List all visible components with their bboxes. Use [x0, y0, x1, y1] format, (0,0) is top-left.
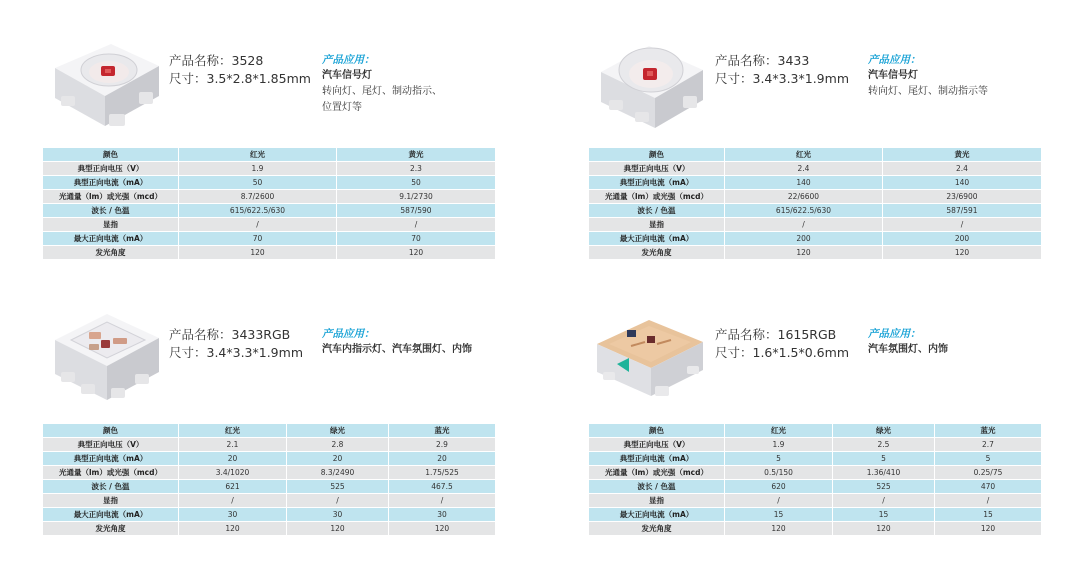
table-cell: / [833, 494, 935, 507]
table-cell: 20 [179, 452, 287, 465]
table-cell: 120 [337, 246, 495, 259]
table-cell: 200 [883, 232, 1041, 245]
table-cell: / [935, 494, 1041, 507]
table-cell: 9.1/2730 [337, 190, 495, 203]
row-label: 显指 [589, 494, 725, 507]
table-cell: 8.3/2490 [287, 466, 389, 479]
table-cell: 2.8 [287, 438, 389, 451]
row-label: 典型正向电压（V） [43, 162, 179, 175]
table-row [589, 508, 1041, 521]
row-label: 光通量（lm）或光强（mcd） [589, 190, 725, 203]
table-header-row [43, 424, 495, 437]
table-cell: 1.9 [179, 162, 337, 175]
table-cell: 140 [725, 176, 883, 189]
header-cell: 红光 [725, 148, 883, 161]
table-cell: 30 [287, 508, 389, 521]
row-label: 典型正向电压（V） [589, 438, 725, 451]
table-cell: 20 [287, 452, 389, 465]
table-cell: 2.1 [179, 438, 287, 451]
table-row [43, 480, 495, 493]
table-cell: 587/590 [337, 204, 495, 217]
table-row [43, 438, 495, 451]
header-cell: 黄光 [883, 148, 1041, 161]
table-cell: 120 [179, 522, 287, 535]
row-label: 发光角度 [589, 522, 725, 535]
table-row [43, 494, 495, 507]
row-label: 发光角度 [589, 246, 725, 259]
table-cell: 615/622.5/630 [725, 204, 883, 217]
table-row [43, 522, 495, 535]
product-application [322, 326, 497, 358]
product-name: 产品名称：3433RGB [169, 327, 291, 342]
application-title: 产品应用： [322, 328, 375, 340]
row-label: 典型正向电压（V） [43, 438, 179, 451]
table-cell: 20 [389, 452, 495, 465]
table-row [43, 190, 495, 203]
table-cell: 8.7/2600 [179, 190, 337, 203]
product-size: 尺寸：1.6*1.5*0.6mm [715, 345, 849, 360]
table-cell: 70 [337, 232, 495, 245]
led-3528-photo [49, 26, 159, 136]
table-cell: / [725, 494, 833, 507]
row-label: 最大正向电流（mA） [43, 508, 179, 521]
table-cell: / [883, 218, 1041, 231]
table-row [589, 218, 1041, 231]
application-title: 产品应用： [868, 328, 921, 340]
row-label: 波长 / 色温 [589, 480, 725, 493]
header-cell: 红光 [725, 424, 833, 437]
table-cell: 15 [935, 508, 1041, 521]
table-cell: 5 [725, 452, 833, 465]
table-row [589, 438, 1041, 451]
table-cell: 2.7 [935, 438, 1041, 451]
row-label: 典型正向电流（mA） [589, 452, 725, 465]
table-cell: 30 [179, 508, 287, 521]
row-label: 典型正向电流（mA） [43, 452, 179, 465]
application-line: 汽车信号灯 [322, 70, 372, 81]
table-cell: 140 [883, 176, 1041, 189]
table-cell: 30 [389, 508, 495, 521]
application-line: 位置灯等 [322, 102, 362, 113]
table-cell: 22/6600 [725, 190, 883, 203]
table-cell: / [725, 218, 883, 231]
row-label: 典型正向电流（mA） [589, 176, 725, 189]
product-application [322, 52, 497, 116]
header-cell: 颜色 [589, 148, 725, 161]
row-label: 典型正向电压（V） [589, 162, 725, 175]
table-cell: 120 [833, 522, 935, 535]
row-label: 显指 [43, 218, 179, 231]
table-cell: 23/6900 [883, 190, 1041, 203]
table-cell: 1.9 [725, 438, 833, 451]
table-cell: 15 [725, 508, 833, 521]
led-1615rgb-photo [595, 300, 705, 410]
table-cell: 5 [833, 452, 935, 465]
application-line: 转向灯、尾灯、制动指示、 [322, 86, 442, 97]
header-cell: 绿光 [287, 424, 389, 437]
table-cell: 2.5 [833, 438, 935, 451]
table-cell: / [179, 494, 287, 507]
led-3433-photo [595, 26, 705, 136]
table-cell: 587/591 [883, 204, 1041, 217]
header-cell: 蓝光 [389, 424, 495, 437]
row-label: 波长 / 色温 [589, 204, 725, 217]
table-cell: 1.36/410 [833, 466, 935, 479]
spec-table-1615rgb [589, 423, 1041, 536]
table-cell: / [179, 218, 337, 231]
product-application [868, 326, 1043, 358]
application-line: 汽车信号灯 [868, 70, 918, 81]
row-label: 发光角度 [43, 246, 179, 259]
row-label: 显指 [589, 218, 725, 231]
product-size: 尺寸：3.4*3.3*1.9mm [715, 71, 849, 86]
table-row [43, 176, 495, 189]
table-cell: 2.4 [883, 162, 1041, 175]
table-cell: 1.75/525 [389, 466, 495, 479]
row-label: 最大正向电流（mA） [589, 508, 725, 521]
table-cell: 50 [337, 176, 495, 189]
table-row [589, 162, 1041, 175]
row-label: 波长 / 色温 [43, 204, 179, 217]
table-cell: 525 [287, 480, 389, 493]
table-cell: / [337, 218, 495, 231]
spec-table-3433 [589, 147, 1041, 260]
header-cell: 绿光 [833, 424, 935, 437]
row-label: 光通量（lm）或光强（mcd） [43, 190, 179, 203]
table-cell: 615/622.5/630 [179, 204, 337, 217]
application-title: 产品应用： [868, 54, 921, 66]
row-label: 波长 / 色温 [43, 480, 179, 493]
table-cell: 0.5/150 [725, 466, 833, 479]
application-line: 转向灯、尾灯、制动指示等 [868, 86, 988, 97]
table-cell: / [389, 494, 495, 507]
table-row [43, 232, 495, 245]
row-label: 最大正向电流（mA） [43, 232, 179, 245]
table-cell: 120 [883, 246, 1041, 259]
table-row [589, 176, 1041, 189]
table-row [589, 480, 1041, 493]
table-cell: 120 [179, 246, 337, 259]
table-cell: 3.4/1020 [179, 466, 287, 479]
table-cell: 467.5 [389, 480, 495, 493]
table-row [589, 466, 1041, 479]
table-row [43, 452, 495, 465]
application-line: 汽车内指示灯、汽车氛围灯、内饰 [322, 344, 472, 355]
header-cell: 红光 [179, 148, 337, 161]
table-row [43, 162, 495, 175]
table-row [43, 246, 495, 259]
table-row [43, 218, 495, 231]
table-cell: 5 [935, 452, 1041, 465]
row-label: 发光角度 [43, 522, 179, 535]
table-row [589, 494, 1041, 507]
table-row [43, 466, 495, 479]
spec-table-3528 [43, 147, 495, 260]
table-header-row [43, 148, 495, 161]
application-title: 产品应用： [322, 54, 375, 66]
table-row [589, 452, 1041, 465]
table-cell: 120 [389, 522, 495, 535]
table-cell: 200 [725, 232, 883, 245]
table-cell: 2.4 [725, 162, 883, 175]
table-cell: 621 [179, 480, 287, 493]
table-row [589, 204, 1041, 217]
table-cell: 0.25/75 [935, 466, 1041, 479]
header-cell: 颜色 [43, 148, 179, 161]
table-cell: 70 [179, 232, 337, 245]
row-label: 典型正向电流（mA） [43, 176, 179, 189]
application-line: 汽车氛围灯、内饰 [868, 344, 948, 355]
product-name: 产品名称：1615RGB [715, 327, 837, 342]
product-name: 产品名称：3528 [169, 53, 264, 68]
table-cell: 2.9 [389, 438, 495, 451]
table-row [43, 508, 495, 521]
table-row [43, 204, 495, 217]
row-label: 光通量（lm）或光强（mcd） [43, 466, 179, 479]
header-cell: 黄光 [337, 148, 495, 161]
product-name: 产品名称：3433 [715, 53, 810, 68]
product-size: 尺寸：3.5*2.8*1.85mm [169, 71, 311, 86]
header-cell: 红光 [179, 424, 287, 437]
table-cell: 525 [833, 480, 935, 493]
table-header-row [589, 424, 1041, 437]
spec-table-3433rgb [43, 423, 495, 536]
table-cell: 120 [935, 522, 1041, 535]
table-row [589, 232, 1041, 245]
led-3433rgb-photo [49, 300, 159, 410]
table-header-row [589, 148, 1041, 161]
table-cell: 15 [833, 508, 935, 521]
row-label: 最大正向电流（mA） [589, 232, 725, 245]
table-cell: 620 [725, 480, 833, 493]
table-cell: 470 [935, 480, 1041, 493]
table-cell: 2.3 [337, 162, 495, 175]
header-cell: 颜色 [43, 424, 179, 437]
product-application [868, 52, 1043, 100]
header-cell: 蓝光 [935, 424, 1041, 437]
table-row [589, 522, 1041, 535]
table-cell: 50 [179, 176, 337, 189]
table-row [589, 190, 1041, 203]
table-cell: 120 [287, 522, 389, 535]
table-cell: 120 [725, 522, 833, 535]
table-row [589, 246, 1041, 259]
row-label: 显指 [43, 494, 179, 507]
header-cell: 颜色 [589, 424, 725, 437]
table-cell: 120 [725, 246, 883, 259]
product-size: 尺寸：3.4*3.3*1.9mm [169, 345, 303, 360]
row-label: 光通量（lm）或光强（mcd） [589, 466, 725, 479]
table-cell: / [287, 494, 389, 507]
